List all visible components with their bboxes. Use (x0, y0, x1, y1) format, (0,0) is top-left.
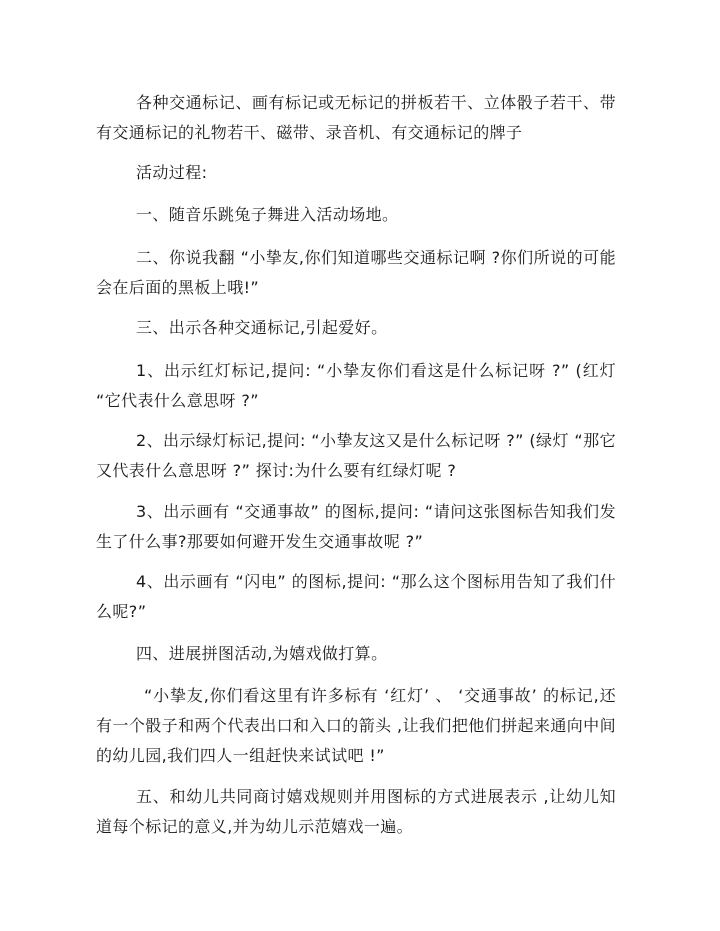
materials-paragraph: 各种交通标记、画有标记或无标记的拼板若干、立体骰子若干、带有交通标记的礼物若干、磁带、录音机、有交通标记的牌子 (96, 93, 616, 142)
step-four-heading: 四、进展拼图活动,为嬉戏做打算。 (136, 644, 388, 663)
sub-step-one-paragraph: 1、出示红灯标记,提问: “小挚友你们看这是什么标记呀 ?” (红灯 “它代表什么意思呀 ?” (96, 361, 616, 410)
step-five-paragraph: 五、和幼儿共同商讨嬉戏规则并用图标的方式进展表示 ,让幼儿知道每个标记的意义,并为幼儿示范嬉戏一遍。 (96, 787, 616, 836)
step-one-paragraph: 一、随音乐跳兔子舞进入活动场地。 (136, 205, 399, 224)
puzzle-instruction-paragraph: “小挚友,你们看这里有许多标有 ‘红灯’ 、 ‘交通事故’ 的标记,还有一个骰子和两个代表出口和入口的箭头 ,让我们把他们拼起来通向中间的幼儿园,我们四人一组赶快来试试吧 !” (96, 686, 616, 765)
process-heading: 活动过程: (136, 163, 208, 182)
step-three-heading: 三、出示各种交通标记,引起爱好。 (136, 318, 388, 337)
step-two-paragraph: 二、你说我翻 “小挚友,你们知道哪些交通标记啊 ?你们所说的可能会在后面的黑板上哦!” (96, 248, 616, 297)
sub-step-three-paragraph: 3、出示画有 “交通事故” 的图标,提问: “请问这张图标告知我们发生了什么事?那要如何避开发生交通事故呢 ?” (96, 502, 616, 551)
sub-step-two-paragraph: 2、出示绿灯标记,提问: “小挚友这又是什么标记呀 ?” (绿灯 “那它又代表什么意思呀 ?” 探讨:为什么要有红绿灯呢 ? (96, 431, 616, 480)
sub-step-four-paragraph: 4、出示画有 “闪电” 的图标,提问: “那么这个图标用告知了我们什么呢?” (96, 572, 616, 621)
